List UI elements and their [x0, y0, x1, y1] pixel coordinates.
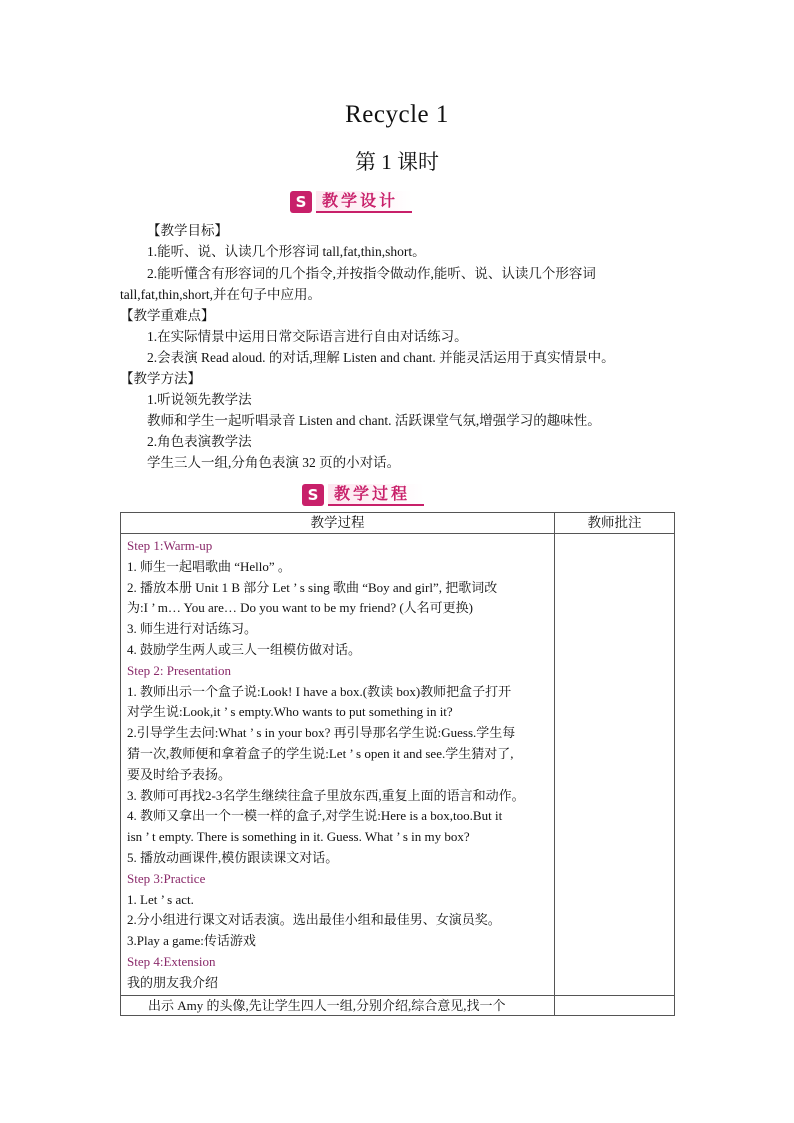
list-item: 1. Let ’ s act.	[127, 891, 194, 907]
table-row	[121, 534, 675, 996]
header-process: 教学过程	[121, 513, 555, 534]
list-item: 为:I ’ m… You are… Do you want to be my friend? (人名可更换)	[127, 600, 474, 616]
list-item: 猜一次,教师便和拿着盒子的学生说:Let ’ s open it and see.学生猜对了,	[127, 745, 514, 761]
method-1-desc: 教师和学生一起听唱录音 Listen and chant. 活跃课堂气氛,增强学习的趣味性。	[147, 413, 601, 428]
swirl-logo-icon: S	[302, 484, 324, 506]
list-item: 2.分小组进行课文对话表演。选出最佳小组和最佳男、女演员奖。	[127, 912, 501, 928]
banner-label: 教学设计	[316, 191, 412, 213]
table-header-row	[121, 513, 675, 534]
goal-2-cont: tall,fat,thin,short,并在句子中应用。	[120, 287, 321, 302]
method-heading: 【教学方法】	[120, 371, 201, 386]
list-item: 出示 Amy 的头像,先让学生四人一组,分别介绍,综合意见,找一个	[148, 997, 506, 1013]
step-4-title: Step 4:Extension	[127, 953, 216, 969]
list-item: 要及时给予表扬。	[127, 766, 232, 782]
process-cell	[121, 534, 555, 996]
step-3-title: Step 3:Practice	[127, 870, 206, 886]
key-heading: 【教学重难点】	[120, 308, 215, 323]
swirl-logo-icon: S	[290, 191, 312, 213]
banner-teaching-design	[290, 191, 412, 213]
list-item: 5. 播放动画课件,模仿跟读课文对话。	[127, 849, 339, 865]
banner-label: 教学过程	[328, 484, 424, 506]
banner-teaching-process	[302, 484, 424, 506]
table-row	[121, 995, 675, 1015]
goal-2: 2.能听懂含有形容词的几个指令,并按指令做动作,能听、说、认读几个形容词	[147, 266, 596, 281]
page-title: Recycle 1	[345, 101, 449, 128]
list-item: 我的朋友我介绍	[127, 974, 219, 990]
key-2: 2.会表演 Read aloud. 的对话,理解 Listen and chant. 并能灵活运用于真实情景中。	[147, 350, 615, 365]
notes-cell	[555, 534, 675, 996]
method-1: 1.听说领先教学法	[147, 392, 252, 407]
goals-heading: 【教学目标】	[147, 223, 228, 238]
list-item: 1. 师生一起唱歌曲 “Hello” 。	[127, 558, 291, 574]
goal-1: 1.能听、说、认读几个形容词 tall,fat,thin,short。	[147, 244, 426, 259]
lesson-subtitle: 第 1 课时	[355, 150, 439, 174]
method-2: 2.角色表演教学法	[147, 434, 252, 449]
method-2-desc: 学生三人一组,分角色表演 32 页的小对话。	[147, 455, 401, 470]
header-notes: 教师批注	[555, 513, 675, 534]
list-item: 3. 师生进行对话练习。	[127, 621, 258, 637]
list-item: 2. 播放本册 Unit 1 B 部分 Let ’ s sing 歌曲 “Boy and girl”, 把歌词改	[127, 579, 498, 595]
list-item: 3. 教师可再找2-3名学生继续往盒子里放东西,重复上面的语言和动作。	[127, 787, 525, 803]
list-item: isn ’ t empty. There is something in it. Guess. What ’ s in my box?	[127, 829, 470, 845]
step-2-title: Step 2: Presentation	[127, 662, 231, 678]
notes-cell	[555, 995, 675, 1015]
list-item: 4. 鼓励学生两人或三人一组模仿做对话。	[127, 641, 362, 657]
process-cell	[121, 995, 555, 1015]
list-item: 对学生说:Look,it ’ s empty.Who wants to put something in it?	[127, 704, 453, 720]
process-table	[120, 512, 675, 1016]
list-item: 2.引导学生去问:What ’ s in your box? 再引导那名学生说:Guess.学生每	[127, 725, 516, 741]
step-1-title: Step 1:Warm-up	[127, 538, 213, 553]
list-item: 4. 教师又拿出一个一模一样的盒子,对学生说:Here is a box,too.But it	[127, 808, 503, 824]
list-item: 1. 教师出示一个盒子说:Look! I have a box.(教读 box)教师把盒子打开	[127, 683, 512, 699]
key-1: 1.在实际情景中运用日常交际语言进行自由对话练习。	[147, 329, 468, 344]
list-item: 3.Play a game:传话游戏	[127, 933, 256, 949]
